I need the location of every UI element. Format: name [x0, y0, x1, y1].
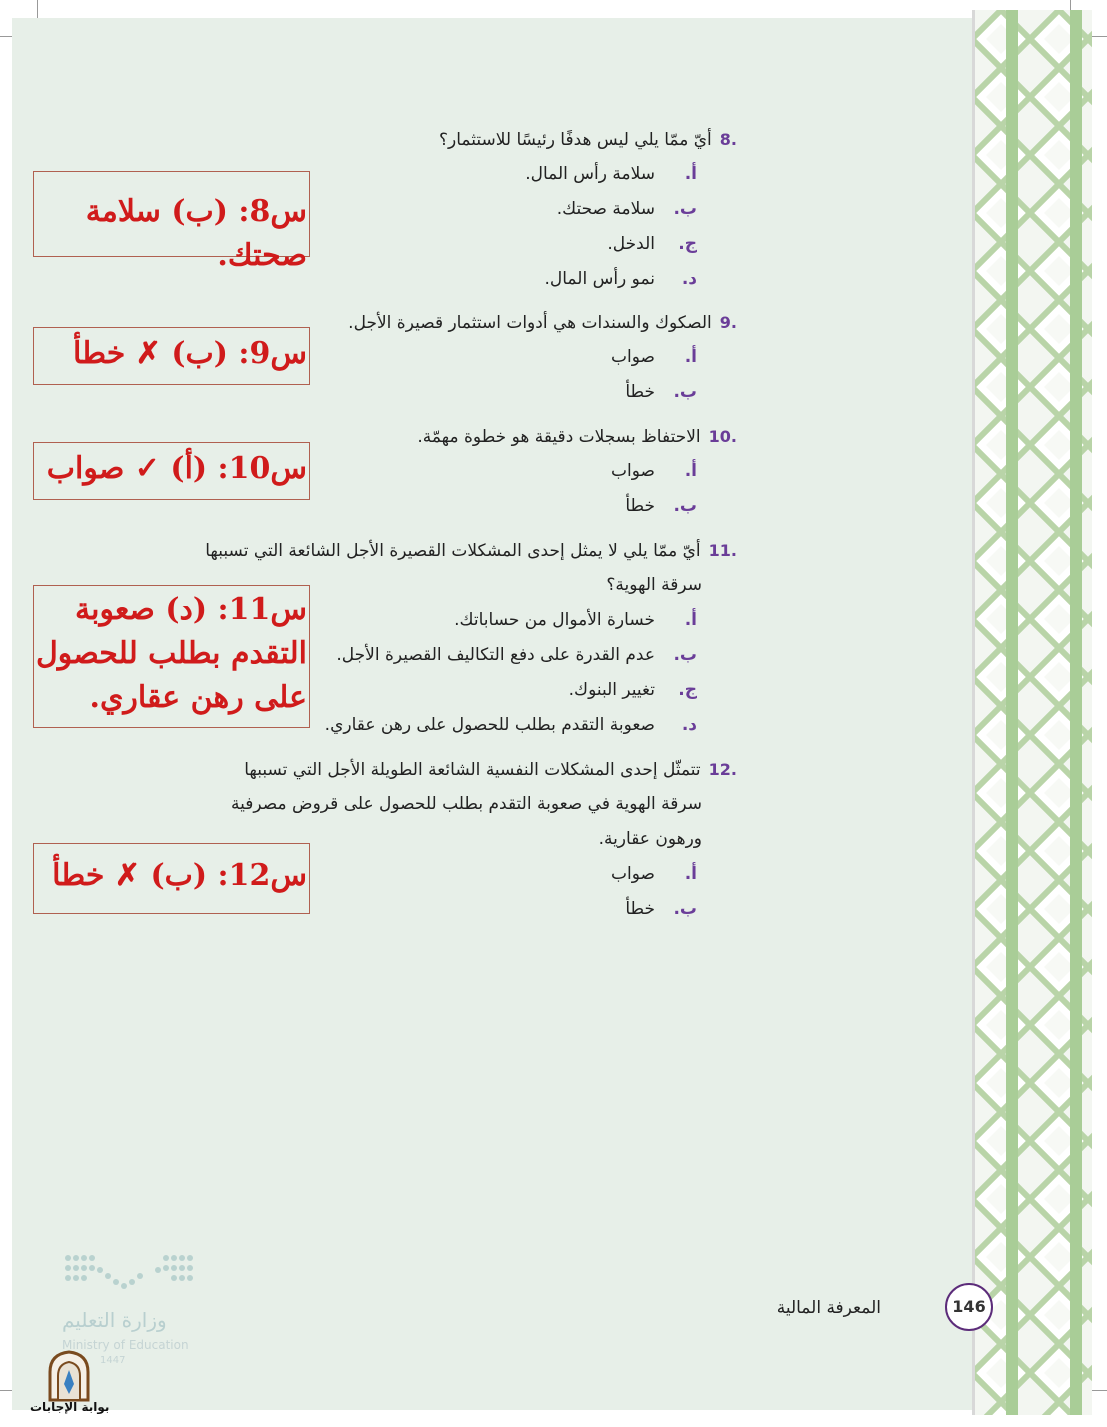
- option-letter: ب.: [673, 382, 697, 402]
- option-text: نمو رأس المال.: [544, 269, 655, 289]
- option: [611, 864, 697, 884]
- question-9: [348, 305, 737, 341]
- option: [625, 382, 697, 402]
- ministry-year: 1447: [100, 1355, 126, 1366]
- option-letter: ب.: [673, 899, 697, 919]
- answer-box-8: [33, 171, 310, 273]
- ministry-name-en: Ministry of Education: [62, 1338, 189, 1352]
- option: [336, 645, 697, 665]
- answer-text: س11: (د) صعوبة: [75, 592, 307, 627]
- answer-text: س9: (ب) ✗ خطأ: [73, 336, 307, 371]
- question-number: .9: [719, 313, 737, 332]
- answer-text: س10: (أ) ✓ صواب: [46, 451, 307, 486]
- option-text: خطأ: [625, 899, 655, 919]
- option-text: سلامة صحتك.: [556, 199, 655, 219]
- question-11: [205, 533, 737, 569]
- watermark-text: بوابة الإجابات: [30, 1400, 110, 1414]
- option-letter: أ.: [684, 347, 697, 367]
- question-8: [439, 122, 737, 158]
- crop-mark: [37, 0, 38, 18]
- option-letter: د.: [681, 715, 697, 735]
- question-text: سرقة الهوية؟: [606, 575, 702, 595]
- option: [607, 234, 697, 254]
- page-number: 146: [945, 1283, 993, 1331]
- answer-text: على رهن عقاري.: [89, 680, 307, 715]
- option-text: خطأ: [625, 496, 655, 516]
- option: [625, 899, 697, 919]
- option-letter: أ.: [684, 610, 697, 630]
- question-text: الصكوك والسندات هي أدوات استثمار قصيرة الأجل.: [348, 313, 712, 333]
- answer-text: التقدم بطلب للحصول: [35, 636, 307, 671]
- option-text: صعوبة التقدم بطلب للحصول على رهن عقاري.: [324, 715, 655, 735]
- answer-box-12: [33, 843, 310, 914]
- question-11-line2: [606, 568, 702, 603]
- option: [325, 715, 697, 735]
- option-text: صواب: [611, 461, 655, 481]
- option: [569, 680, 697, 700]
- answer-box-11: [33, 585, 310, 728]
- answer-box-9: [33, 327, 310, 385]
- option-text: تغيير البنوك.: [568, 680, 655, 700]
- option-letter: أ.: [684, 864, 697, 884]
- decorative-border: [972, 10, 1092, 1415]
- option-letter: د.: [681, 269, 697, 289]
- option: [545, 269, 698, 289]
- option-text: خطأ: [625, 382, 655, 402]
- question-number: .10: [708, 427, 737, 446]
- question-text: أيّ ممّا يلي لا يمثل إحدى المشكلات القصيرة الأجل الشائعة التي تسببها: [205, 541, 701, 561]
- option-letter: ب.: [673, 645, 697, 665]
- crop-mark: [1090, 36, 1107, 37]
- option: [625, 496, 697, 516]
- question-number: .12: [708, 760, 737, 779]
- question-12-line3: [599, 822, 702, 857]
- option: [525, 164, 697, 184]
- ministry-name-ar: وزارة التعليم: [62, 1308, 167, 1332]
- option-letter: أ.: [684, 461, 697, 481]
- question-number: .8: [719, 130, 737, 149]
- option-text: سلامة رأس المال.: [525, 164, 655, 184]
- crop-mark: [1090, 1390, 1107, 1391]
- book-title: المعرفة المالية: [776, 1298, 881, 1318]
- option-text: الدخل.: [607, 234, 655, 254]
- option-letter: ب.: [673, 199, 697, 219]
- question-text: أيّ ممّا يلي ليس هدفًا رئيسًا للاستثمار؟: [439, 130, 712, 150]
- option-text: عدم القدرة على دفع التكاليف القصيرة الأجل.: [336, 645, 655, 665]
- answer-text: س12: (ب) ✗ خطأ: [52, 858, 307, 893]
- answer-box-10: [33, 442, 310, 500]
- option-text: صواب: [611, 347, 655, 367]
- option-text: خسارة الأموال من حساباتك.: [454, 610, 655, 630]
- border-pattern-icon: [972, 10, 1092, 1415]
- option: [454, 610, 697, 630]
- option-letter: ج.: [678, 680, 697, 700]
- question-text: ورهون عقارية.: [598, 829, 702, 849]
- ministry-logo-icon: [62, 1250, 198, 1300]
- question-12-line2: [231, 787, 702, 822]
- bawaba-logo-icon: [46, 1350, 92, 1402]
- option: [611, 461, 697, 481]
- question-12: [244, 752, 737, 788]
- option: [557, 199, 697, 219]
- option-letter: ج.: [678, 234, 697, 254]
- answer-text: س8: (ب) سلامة صحتك.: [85, 194, 307, 273]
- question-text: الاحتفاظ بسجلات دقيقة هو خطوة مهمّة.: [417, 427, 701, 447]
- option-text: صواب: [611, 864, 655, 884]
- option-letter: أ.: [684, 164, 697, 184]
- question-text: سرقة الهوية في صعوبة التقدم بطلب للحصول على قروض مصرفية: [231, 794, 702, 814]
- question-number: .11: [708, 541, 737, 560]
- option: [611, 347, 697, 367]
- question-text: تتمثّل إحدى المشكلات النفسية الشائعة الطويلة الأجل التي تسببها: [244, 760, 701, 780]
- question-10: [417, 419, 737, 455]
- option-letter: ب.: [673, 496, 697, 516]
